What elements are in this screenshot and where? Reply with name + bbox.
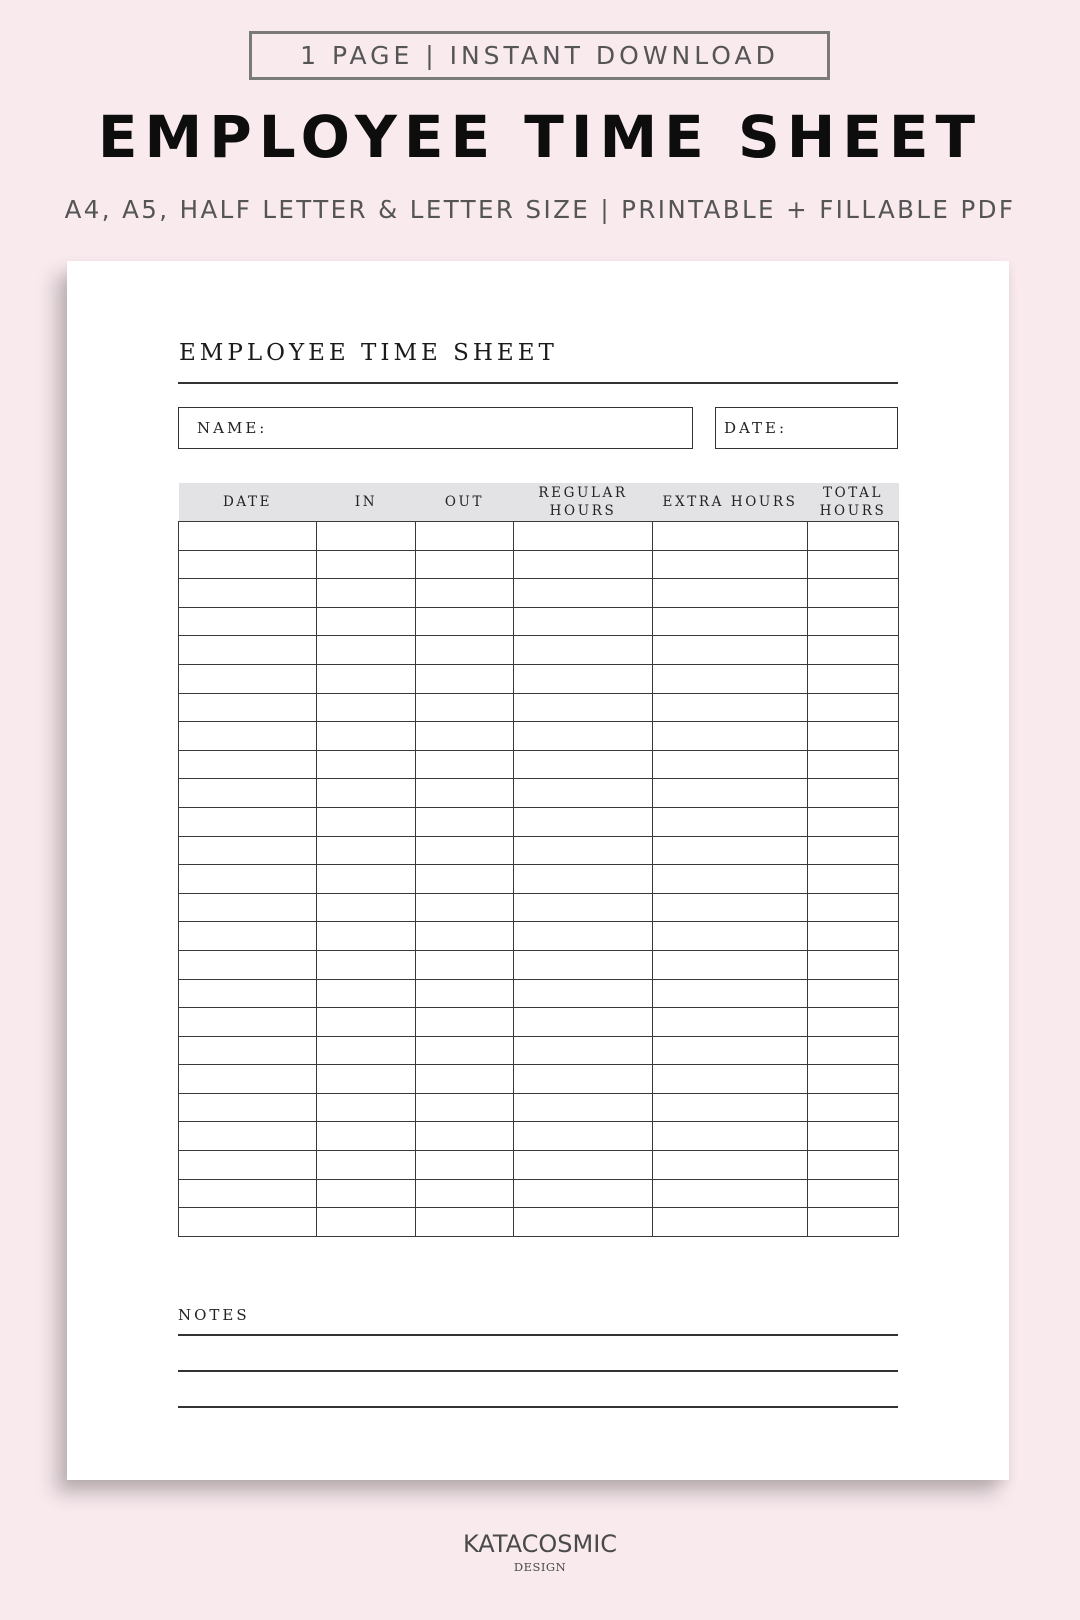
- cell-out[interactable]: [416, 693, 514, 722]
- cell-extra-hours[interactable]: [653, 1179, 808, 1208]
- cell-in[interactable]: [317, 865, 416, 894]
- table-row: [179, 979, 899, 1008]
- cell-date[interactable]: [179, 807, 317, 836]
- notes-line[interactable]: [178, 1334, 898, 1336]
- column-header-extra-hours: EXTRA HOURS: [653, 483, 808, 522]
- cell-regular-hours[interactable]: [514, 979, 653, 1008]
- cell-in[interactable]: [317, 836, 416, 865]
- cell-out[interactable]: [416, 636, 514, 665]
- cell-in[interactable]: [317, 522, 416, 551]
- cell-date[interactable]: [179, 922, 317, 951]
- cell-date[interactable]: [179, 1179, 317, 1208]
- cell-in[interactable]: [317, 1179, 416, 1208]
- cell-total-hours[interactable]: [808, 1208, 899, 1237]
- cell-out[interactable]: [416, 779, 514, 808]
- cell-in[interactable]: [317, 1036, 416, 1065]
- cell-extra-hours[interactable]: [653, 1036, 808, 1065]
- cell-regular-hours[interactable]: [514, 1151, 653, 1180]
- cell-total-hours[interactable]: [808, 636, 899, 665]
- title-divider: [178, 382, 898, 384]
- cell-in[interactable]: [317, 550, 416, 579]
- cell-regular-hours[interactable]: [514, 922, 653, 951]
- cell-date[interactable]: [179, 722, 317, 751]
- cell-out[interactable]: [416, 893, 514, 922]
- cell-in[interactable]: [317, 607, 416, 636]
- cell-total-hours[interactable]: [808, 1036, 899, 1065]
- cell-in[interactable]: [317, 693, 416, 722]
- cell-extra-hours[interactable]: [653, 1151, 808, 1180]
- cell-regular-hours[interactable]: [514, 550, 653, 579]
- cell-date[interactable]: [179, 607, 317, 636]
- cell-total-hours[interactable]: [808, 950, 899, 979]
- cell-total-hours[interactable]: [808, 836, 899, 865]
- cell-total-hours[interactable]: [808, 750, 899, 779]
- cell-date[interactable]: [179, 950, 317, 979]
- cell-date[interactable]: [179, 693, 317, 722]
- cell-total-hours[interactable]: [808, 579, 899, 608]
- cell-in[interactable]: [317, 1093, 416, 1122]
- cell-in[interactable]: [317, 664, 416, 693]
- cell-extra-hours[interactable]: [653, 1208, 808, 1237]
- cell-extra-hours[interactable]: [653, 750, 808, 779]
- table-row: [179, 607, 899, 636]
- cell-total-hours[interactable]: [808, 807, 899, 836]
- cell-extra-hours[interactable]: [653, 836, 808, 865]
- cell-regular-hours[interactable]: [514, 950, 653, 979]
- cell-in[interactable]: [317, 1122, 416, 1151]
- cell-extra-hours[interactable]: [653, 664, 808, 693]
- cell-regular-hours[interactable]: [514, 779, 653, 808]
- table-row: [179, 1065, 899, 1094]
- cell-regular-hours[interactable]: [514, 750, 653, 779]
- badge-text: 1 PAGE | INSTANT DOWNLOAD: [300, 41, 779, 70]
- table-row: [179, 779, 899, 808]
- cell-regular-hours[interactable]: [514, 1179, 653, 1208]
- cell-regular-hours[interactable]: [514, 636, 653, 665]
- cell-out[interactable]: [416, 836, 514, 865]
- cell-out[interactable]: [416, 1208, 514, 1237]
- timesheet-table: [178, 483, 899, 1237]
- cell-regular-hours[interactable]: [514, 865, 653, 894]
- cell-date[interactable]: [179, 779, 317, 808]
- column-header-regular-hours: REGULAR HOURS: [514, 483, 653, 522]
- cell-in[interactable]: [317, 722, 416, 751]
- cell-in[interactable]: [317, 779, 416, 808]
- cell-in[interactable]: [317, 1008, 416, 1037]
- cell-out[interactable]: [416, 1151, 514, 1180]
- cell-out[interactable]: [416, 1122, 514, 1151]
- table-row: [179, 807, 899, 836]
- cell-date[interactable]: [179, 1036, 317, 1065]
- cell-date[interactable]: [179, 664, 317, 693]
- cell-extra-hours[interactable]: [653, 522, 808, 551]
- cell-total-hours[interactable]: [808, 1008, 899, 1037]
- cell-regular-hours[interactable]: [514, 607, 653, 636]
- cell-extra-hours[interactable]: [653, 579, 808, 608]
- notes-line[interactable]: [178, 1406, 898, 1408]
- banner-title: EMPLOYEE TIME SHEET: [97, 103, 983, 171]
- cell-regular-hours[interactable]: [514, 579, 653, 608]
- instant-download-badge: [249, 31, 830, 80]
- cell-date[interactable]: [179, 636, 317, 665]
- cell-out[interactable]: [416, 922, 514, 951]
- cell-extra-hours[interactable]: [653, 950, 808, 979]
- name-label: NAME:: [197, 419, 268, 437]
- cell-out[interactable]: [416, 1093, 514, 1122]
- cell-date[interactable]: [179, 579, 317, 608]
- cell-total-hours[interactable]: [808, 1151, 899, 1180]
- timesheet-rows: [179, 522, 899, 1237]
- cell-in[interactable]: [317, 950, 416, 979]
- cell-out[interactable]: [416, 750, 514, 779]
- cell-total-hours[interactable]: [808, 664, 899, 693]
- notes-line[interactable]: [178, 1370, 898, 1372]
- cell-out[interactable]: [416, 722, 514, 751]
- cell-extra-hours[interactable]: [653, 779, 808, 808]
- cell-out[interactable]: [416, 979, 514, 1008]
- column-header-total-hours: TOTAL HOURS: [808, 483, 899, 522]
- cell-extra-hours[interactable]: [653, 865, 808, 894]
- cell-regular-hours[interactable]: [514, 664, 653, 693]
- cell-total-hours[interactable]: [808, 1179, 899, 1208]
- cell-total-hours[interactable]: [808, 1122, 899, 1151]
- cell-in[interactable]: [317, 979, 416, 1008]
- sheet-title: EMPLOYEE TIME SHEET: [179, 340, 558, 366]
- cell-extra-hours[interactable]: [653, 979, 808, 1008]
- cell-extra-hours[interactable]: [653, 722, 808, 751]
- cell-regular-hours[interactable]: [514, 1036, 653, 1065]
- table-row: [179, 922, 899, 951]
- cell-regular-hours[interactable]: [514, 1065, 653, 1094]
- banner-subtitle: A4, A5, HALF LETTER & LETTER SIZE | PRINTABLE + FILLABLE PDF: [64, 195, 1016, 224]
- cell-date[interactable]: [179, 750, 317, 779]
- cell-in[interactable]: [317, 893, 416, 922]
- cell-date[interactable]: [179, 1093, 317, 1122]
- table-row: [179, 1151, 899, 1180]
- cell-extra-hours[interactable]: [653, 1065, 808, 1094]
- cell-total-hours[interactable]: [808, 1093, 899, 1122]
- table-row: [179, 1208, 899, 1237]
- cell-date[interactable]: [179, 1122, 317, 1151]
- cell-total-hours[interactable]: [808, 893, 899, 922]
- cell-out[interactable]: [416, 865, 514, 894]
- cell-total-hours[interactable]: [808, 922, 899, 951]
- date-field[interactable]: [715, 407, 898, 449]
- cell-in[interactable]: [317, 636, 416, 665]
- table-row: [179, 1179, 899, 1208]
- cell-regular-hours[interactable]: [514, 522, 653, 551]
- column-header-in: IN: [317, 483, 416, 522]
- cell-date[interactable]: [179, 1151, 317, 1180]
- cell-out[interactable]: [416, 664, 514, 693]
- cell-out[interactable]: [416, 522, 514, 551]
- cell-date[interactable]: [179, 865, 317, 894]
- cell-date[interactable]: [179, 522, 317, 551]
- name-field[interactable]: [178, 407, 693, 449]
- table-row: [179, 750, 899, 779]
- cell-extra-hours[interactable]: [653, 550, 808, 579]
- cell-extra-hours[interactable]: [653, 607, 808, 636]
- cell-in[interactable]: [317, 579, 416, 608]
- table-row: [179, 550, 899, 579]
- cell-regular-hours[interactable]: [514, 836, 653, 865]
- cell-extra-hours[interactable]: [653, 893, 808, 922]
- cell-regular-hours[interactable]: [514, 693, 653, 722]
- cell-regular-hours[interactable]: [514, 1093, 653, 1122]
- table-row: [179, 693, 899, 722]
- cell-extra-hours[interactable]: [653, 636, 808, 665]
- cell-extra-hours[interactable]: [653, 1093, 808, 1122]
- cell-date[interactable]: [179, 1065, 317, 1094]
- cell-total-hours[interactable]: [808, 722, 899, 751]
- table-row: [179, 1122, 899, 1151]
- cell-in[interactable]: [317, 1208, 416, 1237]
- cell-extra-hours[interactable]: [653, 1122, 808, 1151]
- cell-date[interactable]: [179, 979, 317, 1008]
- cell-total-hours[interactable]: [808, 779, 899, 808]
- cell-regular-hours[interactable]: [514, 1208, 653, 1237]
- cell-in[interactable]: [317, 807, 416, 836]
- cell-extra-hours[interactable]: [653, 922, 808, 951]
- cell-total-hours[interactable]: [808, 693, 899, 722]
- date-label: DATE:: [724, 419, 788, 437]
- cell-total-hours[interactable]: [808, 979, 899, 1008]
- cell-regular-hours[interactable]: [514, 722, 653, 751]
- cell-date[interactable]: [179, 550, 317, 579]
- cell-date[interactable]: [179, 893, 317, 922]
- cell-extra-hours[interactable]: [653, 693, 808, 722]
- cell-total-hours[interactable]: [808, 1065, 899, 1094]
- cell-total-hours[interactable]: [808, 522, 899, 551]
- brand-sub: DESIGN: [513, 1560, 567, 1574]
- cell-regular-hours[interactable]: [514, 1008, 653, 1037]
- cell-out[interactable]: [416, 807, 514, 836]
- table-row: [179, 1093, 899, 1122]
- table-row: [179, 950, 899, 979]
- cell-date[interactable]: [179, 1208, 317, 1237]
- table-row: [179, 636, 899, 665]
- brand-logo: KATACOSMIC: [462, 1530, 618, 1558]
- cell-extra-hours[interactable]: [653, 807, 808, 836]
- table-row: [179, 722, 899, 751]
- cell-out[interactable]: [416, 1008, 514, 1037]
- cell-out[interactable]: [416, 607, 514, 636]
- timesheet-table-wrap: [178, 483, 898, 1237]
- cell-in[interactable]: [317, 1151, 416, 1180]
- cell-in[interactable]: [317, 750, 416, 779]
- cell-date[interactable]: [179, 836, 317, 865]
- cell-out[interactable]: [416, 579, 514, 608]
- cell-in[interactable]: [317, 922, 416, 951]
- column-header-out: OUT: [416, 483, 514, 522]
- table-row: [179, 836, 899, 865]
- cell-total-hours[interactable]: [808, 550, 899, 579]
- cell-out[interactable]: [416, 1036, 514, 1065]
- cell-in[interactable]: [317, 1065, 416, 1094]
- cell-regular-hours[interactable]: [514, 1122, 653, 1151]
- notes-label: NOTES: [178, 1306, 250, 1324]
- cell-regular-hours[interactable]: [514, 807, 653, 836]
- cell-out[interactable]: [416, 1065, 514, 1094]
- column-header-date: DATE: [179, 483, 317, 522]
- table-row: [179, 1008, 899, 1037]
- table-row: [179, 522, 899, 551]
- table-row: [179, 865, 899, 894]
- cell-regular-hours[interactable]: [514, 893, 653, 922]
- cell-total-hours[interactable]: [808, 607, 899, 636]
- cell-total-hours[interactable]: [808, 865, 899, 894]
- table-row: [179, 579, 899, 608]
- cell-out[interactable]: [416, 1179, 514, 1208]
- table-row: [179, 1036, 899, 1065]
- cell-out[interactable]: [416, 950, 514, 979]
- table-header-row: [179, 483, 899, 522]
- table-row: [179, 664, 899, 693]
- cell-date[interactable]: [179, 1008, 317, 1037]
- cell-extra-hours[interactable]: [653, 1008, 808, 1037]
- table-row: [179, 893, 899, 922]
- cell-out[interactable]: [416, 550, 514, 579]
